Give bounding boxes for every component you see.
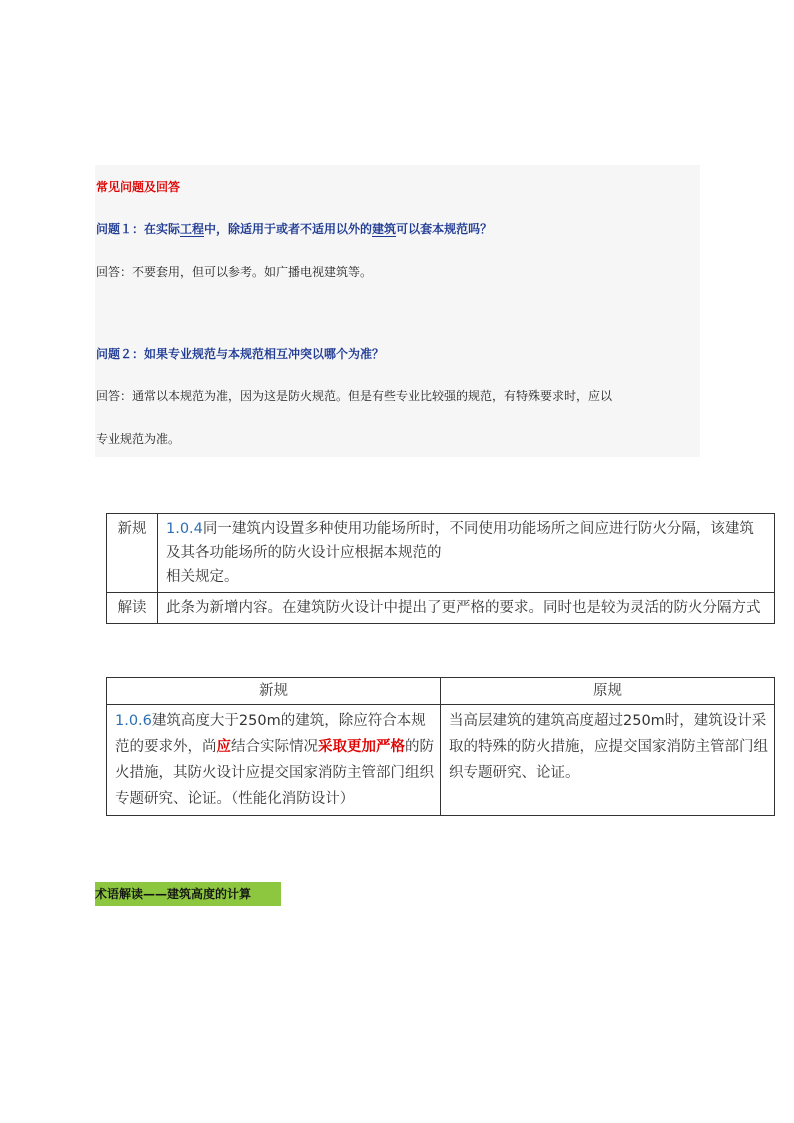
comparison-table-2 [106,677,775,816]
faq-section [95,165,700,457]
comparison-table-1 [106,513,775,624]
emphasis-2: 采取更加严格 [318,739,405,755]
clause-text: 同一建筑内设置多种使用功能场所时，不同使用功能场所之间应进行防火分隔，该建筑及其各功能场所的防火设计应根据本规范的 [166,521,754,561]
cell-new-part-3: 的防火措施，其防火设计应提交国家消防主管部门组织专题研究、论证。（性能化消防设计） [115,739,434,807]
faq-title: 常见问题及回答 [96,180,181,194]
question-1-prefix: 问题１：在实际 [96,222,181,236]
link-building[interactable]: 建筑 [372,222,397,236]
term-heading: 术语解读——建筑高度的计算 [95,882,281,906]
question-2: 问题２：如果专业规范与本规范相互冲突以哪个为准？ [96,347,385,361]
question-1-suffix: 可以套本规范吗？ [396,222,493,236]
row-label-new: 新规 [107,514,158,593]
emphasis-1: 应 [216,739,231,755]
header-new: 新规 [107,678,441,705]
cell-old: 当高层建筑的建筑高度超过250m时，建筑设计采取的特殊的防火措施，应提交国家消防主管部门组织专题研究、论证。 [441,705,775,816]
header-old: 原规 [441,678,775,705]
row-text-new [158,514,775,593]
question-1 [96,220,492,237]
clause-text-end: 相关规定。 [166,569,239,585]
clause-code: 1.0.4 [166,521,203,537]
link-engineering[interactable]: 工程 [180,222,205,236]
question-1-mid: 中，除适用于或者不适用以外的 [204,222,373,236]
clause-code: 1.0.6 [115,713,152,729]
answer-2-line-2: 专业规范为准。 [96,432,181,446]
answer-2-line-1: 回答：通常以本规范为准，因为这是防火规范。但是有些专业比较强的规范，有特殊要求时，应以 [96,389,613,403]
cell-new-part-1: 建筑高度大于250m的建筑，除应符合本规范的要求外，尚 [115,713,426,755]
table-row [107,514,775,593]
cell-new-part-2: 结合实际情况 [231,739,318,755]
table-row [107,593,775,624]
row-label-interpretation: 解读 [107,593,158,624]
answer-1: 回答：不要套用，但可以参考。如广播电视建筑等。 [96,265,373,279]
cell-new [107,705,441,816]
table-header-row [107,678,775,705]
table-row [107,705,775,816]
row-text-interpretation: 此条为新增内容。在建筑防火设计中提出了更严格的要求。同时也是较为灵活的防火分隔方式 [158,593,775,624]
